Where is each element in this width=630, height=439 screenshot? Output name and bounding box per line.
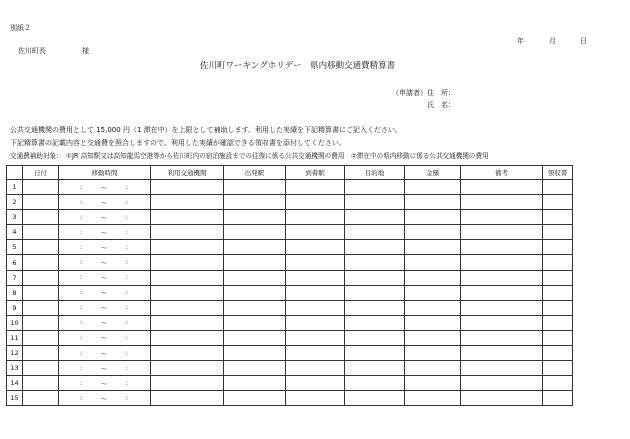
destination-cell[interactable] xyxy=(345,240,405,255)
time-colon-end: : xyxy=(125,182,128,191)
row-number: 14 xyxy=(7,376,23,391)
time-tilde: 〜 xyxy=(100,228,108,237)
time-tilde: 〜 xyxy=(100,349,108,358)
time-tilde: 〜 xyxy=(100,379,108,388)
time-tilde: 〜 xyxy=(100,319,108,328)
header-remarks: 備考 xyxy=(461,166,543,180)
arrival-station-cell[interactable] xyxy=(286,285,345,300)
time-tilde: 〜 xyxy=(100,364,108,373)
date-cell[interactable] xyxy=(23,285,59,300)
note-eligible: 交通費補助対象： ①JR 高知駅又は高知龍馬空港等から佐川町内の宿泊施設までの往復に係る公共交通機関の費用 ②滞在中の県内移動に係る公共交通機関の費用 xyxy=(10,152,489,160)
time-colon-start: : xyxy=(80,303,83,312)
departure-station-cell[interactable] xyxy=(224,300,286,315)
receipt-cell[interactable] xyxy=(543,361,573,376)
date-cell[interactable] xyxy=(23,240,59,255)
receipt-cell[interactable] xyxy=(543,210,573,225)
destination-cell[interactable] xyxy=(345,315,405,330)
remarks-cell[interactable] xyxy=(461,240,543,255)
amount-cell[interactable] xyxy=(405,376,461,391)
applicant-name-label: 氏 名： xyxy=(427,101,455,109)
destination-cell[interactable] xyxy=(345,330,405,345)
transport-cell[interactable] xyxy=(151,255,224,270)
transport-cell[interactable] xyxy=(151,210,224,225)
travel-time-cell[interactable] xyxy=(59,225,151,240)
arrival-station-cell[interactable] xyxy=(286,195,345,210)
transport-cell[interactable] xyxy=(151,391,224,406)
time-colon-start: : xyxy=(80,288,83,297)
transport-cell[interactable] xyxy=(151,225,224,240)
row-number: 9 xyxy=(7,300,23,315)
table-row xyxy=(7,391,573,406)
time-tilde: 〜 xyxy=(100,259,108,268)
travel-time-cell[interactable] xyxy=(59,195,151,210)
time-colon-start: : xyxy=(80,227,83,236)
table-row xyxy=(7,210,573,225)
destination-cell[interactable] xyxy=(345,210,405,225)
table-row xyxy=(7,195,573,210)
receipt-cell[interactable] xyxy=(543,285,573,300)
date-day: 日 xyxy=(580,37,587,45)
arrival-station-cell[interactable] xyxy=(286,180,345,195)
departure-station-cell[interactable] xyxy=(224,376,286,391)
remarks-cell[interactable] xyxy=(461,270,543,285)
date-cell[interactable] xyxy=(23,210,59,225)
header-arrival-station: 到着駅 xyxy=(286,166,345,180)
time-tilde: 〜 xyxy=(100,198,108,207)
time-colon-start: : xyxy=(80,363,83,372)
applicant-address-label: （申請者）住 所： xyxy=(392,89,455,97)
time-colon-start: : xyxy=(80,348,83,357)
travel-time-cell[interactable] xyxy=(59,391,151,406)
header-transport: 利用交通機関 xyxy=(151,166,224,180)
amount-cell[interactable] xyxy=(405,391,461,406)
date-cell[interactable] xyxy=(23,391,59,406)
expense-table xyxy=(6,165,573,406)
document-title: 佐川町ワーキングホリデー 県内移動交通費精算書 xyxy=(200,61,396,71)
arrival-station-cell[interactable] xyxy=(286,361,345,376)
destination-cell[interactable] xyxy=(345,255,405,270)
amount-cell[interactable] xyxy=(405,330,461,345)
amount-cell[interactable] xyxy=(405,300,461,315)
departure-station-cell[interactable] xyxy=(224,285,286,300)
time-tilde: 〜 xyxy=(100,183,108,192)
table-row xyxy=(7,376,573,391)
row-number: 5 xyxy=(7,240,23,255)
arrival-station-cell[interactable] xyxy=(286,240,345,255)
time-tilde: 〜 xyxy=(100,289,108,298)
arrival-station-cell[interactable] xyxy=(286,210,345,225)
transport-cell[interactable] xyxy=(151,330,224,345)
destination-cell[interactable] xyxy=(345,195,405,210)
time-tilde: 〜 xyxy=(100,394,108,403)
receipt-cell[interactable] xyxy=(543,195,573,210)
departure-station-cell[interactable] xyxy=(224,225,286,240)
receipt-cell[interactable] xyxy=(543,255,573,270)
receipt-cell[interactable] xyxy=(543,300,573,315)
destination-cell[interactable] xyxy=(345,225,405,240)
date-cell[interactable] xyxy=(23,300,59,315)
date-cell[interactable] xyxy=(23,315,59,330)
arrival-station-cell[interactable] xyxy=(286,346,345,361)
header-travel-time: 移動時間 xyxy=(59,166,151,180)
row-number: 10 xyxy=(7,315,23,330)
table-row xyxy=(7,330,573,345)
travel-time-cell[interactable] xyxy=(59,240,151,255)
travel-time-cell[interactable] xyxy=(59,180,151,195)
addressee-honorific: 様 xyxy=(82,47,89,55)
amount-cell[interactable] xyxy=(405,315,461,330)
date-month: 月 xyxy=(549,37,556,45)
table-row xyxy=(7,225,573,240)
departure-station-cell[interactable] xyxy=(224,270,286,285)
amount-cell[interactable] xyxy=(405,225,461,240)
receipt-cell[interactable] xyxy=(543,315,573,330)
destination-cell[interactable] xyxy=(345,361,405,376)
remarks-cell[interactable] xyxy=(461,195,543,210)
departure-station-cell[interactable] xyxy=(224,346,286,361)
travel-time-cell[interactable] xyxy=(59,255,151,270)
remarks-cell[interactable] xyxy=(461,285,543,300)
time-tilde: 〜 xyxy=(100,274,108,283)
table-row xyxy=(7,315,573,330)
amount-cell[interactable] xyxy=(405,270,461,285)
remarks-cell[interactable] xyxy=(461,180,543,195)
arrival-station-cell[interactable] xyxy=(286,255,345,270)
row-number: 3 xyxy=(7,210,23,225)
remarks-cell[interactable] xyxy=(461,315,543,330)
amount-cell[interactable] xyxy=(405,361,461,376)
header-amount: 金額 xyxy=(405,166,461,180)
amount-cell[interactable] xyxy=(405,195,461,210)
transport-cell[interactable] xyxy=(151,180,224,195)
transport-cell[interactable] xyxy=(151,346,224,361)
transport-cell[interactable] xyxy=(151,361,224,376)
arrival-station-cell[interactable] xyxy=(286,391,345,406)
date-cell[interactable] xyxy=(23,346,59,361)
destination-cell[interactable] xyxy=(345,270,405,285)
travel-time-cell[interactable] xyxy=(59,285,151,300)
row-number: 13 xyxy=(7,361,23,376)
row-number: 7 xyxy=(7,270,23,285)
departure-station-cell[interactable] xyxy=(224,391,286,406)
attachment-label: 別紙２ xyxy=(10,24,31,32)
travel-time-cell[interactable] xyxy=(59,210,151,225)
time-colon-end: : xyxy=(125,333,128,342)
time-colon-end: : xyxy=(125,197,128,206)
remarks-cell[interactable] xyxy=(461,391,543,406)
time-colon-start: : xyxy=(80,197,83,206)
note-receipt: 下記精算書の記載内容と交通費を照合しますので、利用した実績が確認できる領収書を添付してください。 xyxy=(10,139,346,147)
date-cell[interactable] xyxy=(23,330,59,345)
arrival-station-cell[interactable] xyxy=(286,376,345,391)
addressee: 佐川町長 xyxy=(18,47,46,55)
row-number: 11 xyxy=(7,330,23,345)
arrival-station-cell[interactable] xyxy=(286,270,345,285)
remarks-cell[interactable] xyxy=(461,361,543,376)
time-colon-start: : xyxy=(80,393,83,402)
transport-cell[interactable] xyxy=(151,285,224,300)
arrival-station-cell[interactable] xyxy=(286,225,345,240)
travel-time-cell[interactable] xyxy=(59,300,151,315)
header-date: 日付 xyxy=(23,166,59,180)
departure-station-cell[interactable] xyxy=(224,210,286,225)
departure-station-cell[interactable] xyxy=(224,330,286,345)
header-destination: 目的地 xyxy=(345,166,405,180)
receipt-cell[interactable] xyxy=(543,225,573,240)
row-number: 8 xyxy=(7,285,23,300)
table-row xyxy=(7,255,573,270)
transport-cell[interactable] xyxy=(151,240,224,255)
table-row xyxy=(7,180,573,195)
receipt-cell[interactable] xyxy=(543,391,573,406)
date-cell[interactable] xyxy=(23,255,59,270)
row-number: 2 xyxy=(7,195,23,210)
time-colon-start: : xyxy=(80,182,83,191)
departure-station-cell[interactable] xyxy=(224,361,286,376)
destination-cell[interactable] xyxy=(345,300,405,315)
remarks-cell[interactable] xyxy=(461,225,543,240)
row-number: 6 xyxy=(7,255,23,270)
time-colon-end: : xyxy=(125,273,128,282)
time-colon-start: : xyxy=(80,212,83,221)
remarks-cell[interactable] xyxy=(461,346,543,361)
time-colon-start: : xyxy=(80,258,83,267)
time-colon-start: : xyxy=(80,378,83,387)
departure-station-cell[interactable] xyxy=(224,180,286,195)
date-cell[interactable] xyxy=(23,376,59,391)
transport-cell[interactable] xyxy=(151,195,224,210)
note-subsidy-limit: 公共交通機関の費用として 15,000 円（1 滞在中）を上限として補助します。利用した実績を下記精算書にご記入ください。 xyxy=(10,126,403,134)
date-cell[interactable] xyxy=(23,180,59,195)
travel-time-cell[interactable] xyxy=(59,361,151,376)
destination-cell[interactable] xyxy=(345,391,405,406)
time-colon-start: : xyxy=(80,333,83,342)
table-row xyxy=(7,240,573,255)
remarks-cell[interactable] xyxy=(461,330,543,345)
date-cell[interactable] xyxy=(23,361,59,376)
travel-time-cell[interactable] xyxy=(59,270,151,285)
arrival-station-cell[interactable] xyxy=(286,330,345,345)
row-number: 1 xyxy=(7,180,23,195)
time-colon-end: : xyxy=(125,288,128,297)
arrival-station-cell[interactable] xyxy=(286,300,345,315)
time-colon-end: : xyxy=(125,303,128,312)
receipt-cell[interactable] xyxy=(543,270,573,285)
destination-cell[interactable] xyxy=(345,346,405,361)
time-colon-end: : xyxy=(125,212,128,221)
row-number: 15 xyxy=(7,391,23,406)
transport-cell[interactable] xyxy=(151,376,224,391)
header-departure-station: 出発駅 xyxy=(224,166,286,180)
amount-cell[interactable] xyxy=(405,240,461,255)
transport-cell[interactable] xyxy=(151,300,224,315)
table-row xyxy=(7,285,573,300)
table-row xyxy=(7,361,573,376)
remarks-cell[interactable] xyxy=(461,376,543,391)
remarks-cell[interactable] xyxy=(461,210,543,225)
time-colon-end: : xyxy=(125,363,128,372)
travel-time-cell[interactable] xyxy=(59,315,151,330)
amount-cell[interactable] xyxy=(405,255,461,270)
departure-station-cell[interactable] xyxy=(224,240,286,255)
destination-cell[interactable] xyxy=(345,180,405,195)
time-colon-end: : xyxy=(125,242,128,251)
receipt-cell[interactable] xyxy=(543,376,573,391)
arrival-station-cell[interactable] xyxy=(286,315,345,330)
time-tilde: 〜 xyxy=(100,213,108,222)
row-number: 12 xyxy=(7,346,23,361)
destination-cell[interactable] xyxy=(345,285,405,300)
departure-station-cell[interactable] xyxy=(224,195,286,210)
departure-station-cell[interactable] xyxy=(224,315,286,330)
travel-time-cell[interactable] xyxy=(59,330,151,345)
receipt-cell[interactable] xyxy=(543,346,573,361)
table-header-row xyxy=(7,166,573,180)
transport-cell[interactable] xyxy=(151,270,224,285)
date-year: 年 xyxy=(517,37,524,45)
travel-time-cell[interactable] xyxy=(59,376,151,391)
amount-cell[interactable] xyxy=(405,180,461,195)
amount-cell[interactable] xyxy=(405,210,461,225)
remarks-cell[interactable] xyxy=(461,300,543,315)
time-tilde: 〜 xyxy=(100,243,108,252)
table-row xyxy=(7,346,573,361)
time-colon-end: : xyxy=(125,258,128,267)
time-colon-start: : xyxy=(80,242,83,251)
departure-station-cell[interactable] xyxy=(224,255,286,270)
time-colon-start: : xyxy=(80,273,83,282)
receipt-cell[interactable] xyxy=(543,240,573,255)
table-row xyxy=(7,270,573,285)
receipt-cell[interactable] xyxy=(543,180,573,195)
time-colon-end: : xyxy=(125,318,128,327)
time-colon-start: : xyxy=(80,318,83,327)
date-cell[interactable] xyxy=(23,270,59,285)
header-row-number xyxy=(7,166,23,180)
date-cell[interactable] xyxy=(23,195,59,210)
time-colon-end: : xyxy=(125,393,128,402)
date-cell[interactable] xyxy=(23,225,59,240)
time-colon-end: : xyxy=(125,378,128,387)
destination-cell[interactable] xyxy=(345,376,405,391)
row-number: 4 xyxy=(7,225,23,240)
amount-cell[interactable] xyxy=(405,285,461,300)
header-receipt: 領収書 xyxy=(543,166,573,180)
table-row xyxy=(7,300,573,315)
time-colon-end: : xyxy=(125,227,128,236)
remarks-cell[interactable] xyxy=(461,255,543,270)
receipt-cell[interactable] xyxy=(543,330,573,345)
travel-time-cell[interactable] xyxy=(59,346,151,361)
transport-cell[interactable] xyxy=(151,315,224,330)
amount-cell[interactable] xyxy=(405,346,461,361)
time-tilde: 〜 xyxy=(100,334,108,343)
time-tilde: 〜 xyxy=(100,304,108,313)
time-colon-end: : xyxy=(125,348,128,357)
